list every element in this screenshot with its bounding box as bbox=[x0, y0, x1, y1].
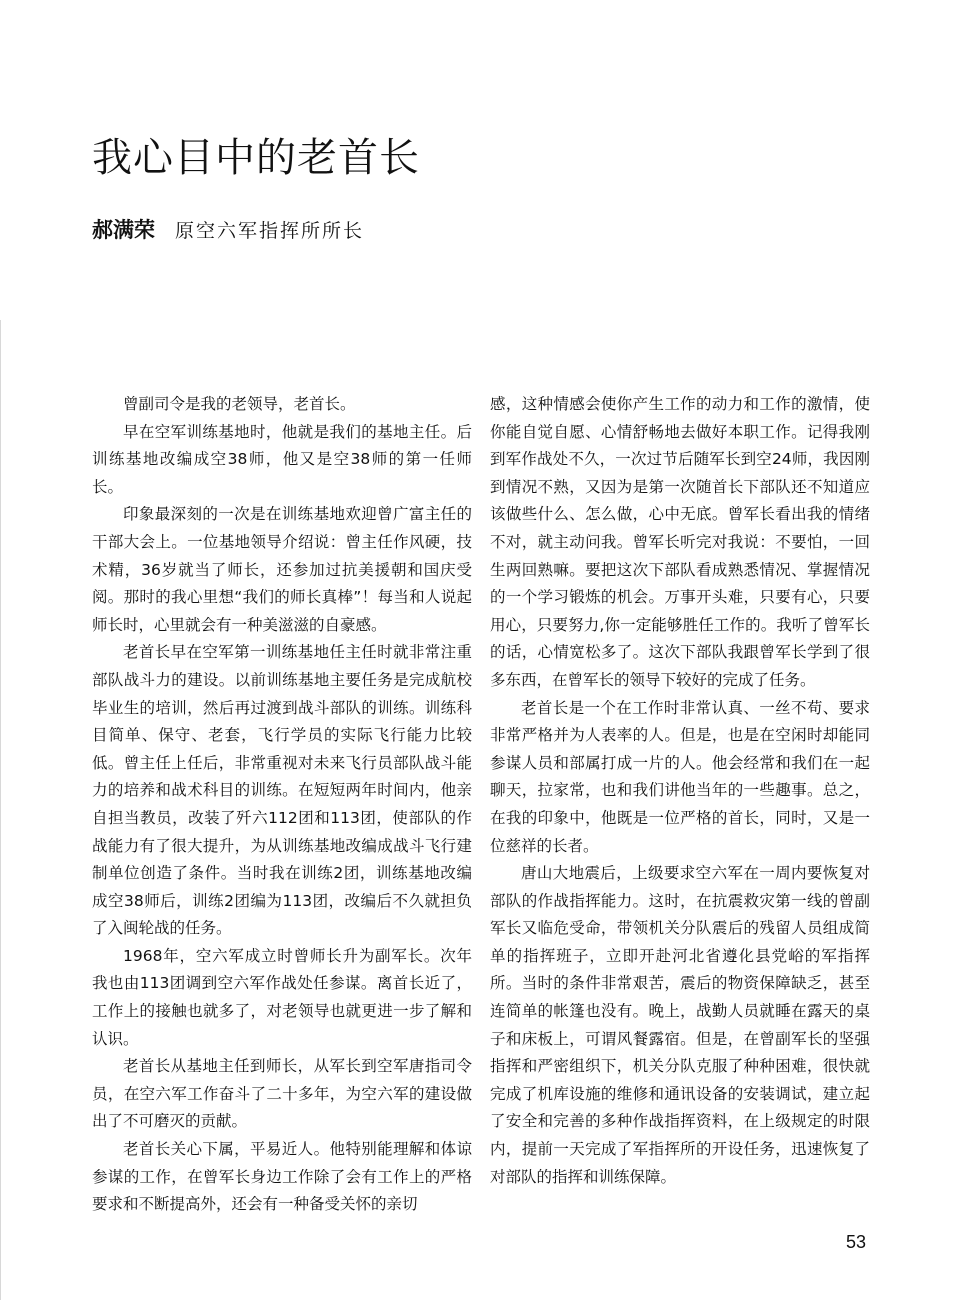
text-column-right bbox=[490, 391, 870, 1191]
article-title: 我心目中的老首长 bbox=[92, 135, 420, 181]
paragraph: 曾副司令是我的老领导，老首长。 bbox=[123, 395, 356, 413]
paragraph: 老首长关心下属，平易近人。他特别能理解和体谅参谋的工作，在曾军长身边工作除了会有工作上的严格要求和不断提高外，还会有一种备受关怀的亲切 bbox=[92, 1140, 472, 1214]
paragraph: 唐山大地震后，上级要求空六军在一周内要恢复对部队的作战指挥能力。这时，在抗震救灾第一线的曾副军长又临危受命，带领机关分队震后的残留人员组成简单的指挥班子，立即开赴河北省遵化县党峪的军指挥所。当时的条件非常艰苦，震后的物资保障缺乏，甚至连简单的帐篷也没有。晚上，战勤人员就睡在露天的桌子和床板上，可谓风餐露宿。但是，在曾副军长的坚强指挥和严密组织下，机关分队克服了种种困难，很快就完成了机库设施的维修和通讯设备的安装调试，建立起了安全和完善的多种作战指挥资料，在上级规定的时限内，提前一天完成了军指挥所的开设任务，迅速恢复了对部队的指挥和训练保障。 bbox=[490, 864, 870, 1186]
paragraph: 老首长早在空军第一训练基地任主任时就非常注重部队战斗力的建设。以前训练基地主要任务是完成航校毕业生的培训，然后再过渡到战斗部队的训练。训练科目简单、保守、老套，飞行学员的实际飞行能力比较低。曾主任上任后，非常重视对未来飞行员部队战斗能力的培养和战术科目的训练。在短短两年时间内，他亲自担当教员，改装了歼六112团和113团，使部队的作战能力有了很大提升，为从训练基地改编成战斗飞行建制单位创造了条件。当时我在训练2团，训练基地改编成空38师后，训练2团编为113团，改编后不久就担负了入闽轮战的任务。 bbox=[92, 643, 472, 938]
paragraph: 老首长从基地主任到师长，从军长到空军唐指司令员，在空六军工作奋斗了二十多年，为空六军的建设做出了不可磨灭的贡献。 bbox=[92, 1057, 472, 1131]
paragraph: 印象最深刻的一次是在训练基地欢迎曾广富主任的干部大会上。一位基地领导介绍说：曾主任作风硬，技术精，36岁就当了师长，还参加过抗美援朝和国庆受阅。那时的我心里想“我们的师长真棒”！每当和人说起师长时，心里就会有一种美滋滋的自豪感。 bbox=[92, 505, 472, 634]
author-name: 郝满荣 bbox=[92, 218, 155, 242]
byline bbox=[92, 214, 364, 244]
paragraph: 1968年，空六军成立时曾师长升为副军长。次年我也由113团调到空六军作战处任参谋。离首长近了，工作上的接触也就多了，对老领导也就更进一步了解和认识。 bbox=[92, 946, 472, 1048]
text-column-left bbox=[92, 391, 472, 1219]
page-number: 53 bbox=[845, 1232, 866, 1252]
author-position: 原空六军指挥所所长 bbox=[175, 220, 365, 242]
paragraph: 老首长是一个在工作时非常认真、一丝不苟、要求非常严格并为人表率的人。但是，也是在空闲时却能同参谋人员和部属打成一片的人。他会经常和我们在一起聊天，拉家常，也和我们讲他当年的一些趣事。总之，在我的印象中，他既是一位严格的首长，同时，又是一位慈祥的长者。 bbox=[490, 698, 870, 855]
paragraph-continued: 感，这种情感会使你产生工作的动力和工作的激情，使你能自觉自愿、心情舒畅地去做好本职工作。记得我刚到军作战处不久，一次过节后随军长到空24师，我因刚到情况不熟，又因为是第一次随首长下部队还不知道应该做些什么、怎么做，心中无底。曾军长看出我的情绪不对，就主动问我。曾军长听完对我说：不要怕，一回生两回熟嘛。要把这次下部队看成熟悉情况、掌握情况的一个学习锻炼的机会。万事开头难，只要有心，只要用心，只要努力,你一定能够胜任工作的。我听了曾军长的话，心情宽松多了。这次下部队我跟曾军长学到了很多东西，在曾军长的领导下较好的完成了任务。 bbox=[490, 395, 870, 689]
paragraph: 早在空军训练基地时，他就是我们的基地主任。后训练基地改编成空38师，他又是空38师的第一任师长。 bbox=[92, 422, 472, 496]
page-edge-line bbox=[0, 320, 1, 1300]
